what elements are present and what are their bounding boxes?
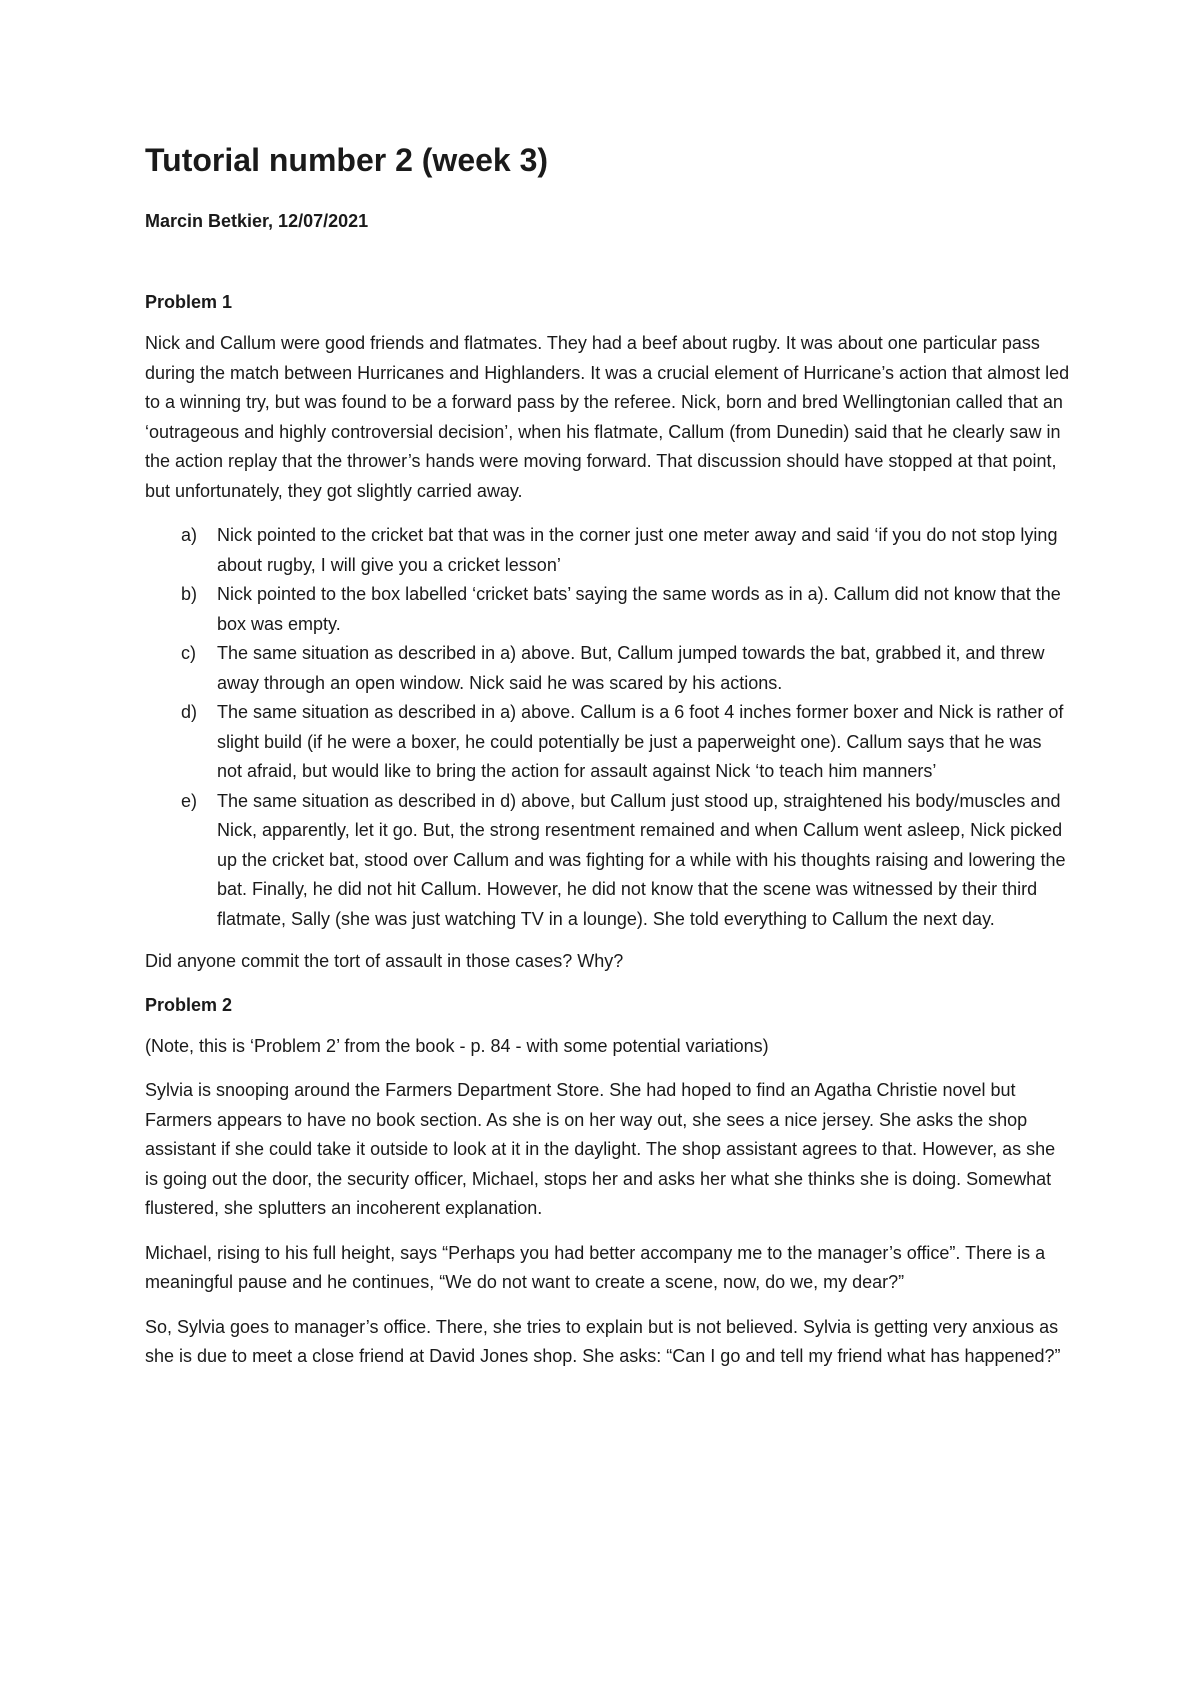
problem-2-paragraph-2: Michael, rising to his full height, says “Perhaps you had better accompany me to the manager’s office”. There is a meaningful pause and he continues, “We do not want to create a scene, now, do we, my dear?” <box>145 1242 1046 1292</box>
problem-2-note: (Note, this is ‘Problem 2’ from the book - p. 84 - with some potential variations) <box>145 1035 769 1056</box>
document-page <box>145 140 1070 1387</box>
scenario-item <box>145 787 1070 935</box>
scenario-marker: d) <box>181 702 198 722</box>
scenario-marker: a) <box>181 525 198 545</box>
problem-2-heading: Problem 2 <box>145 994 233 1015</box>
scenario-text: Nick pointed to the box labelled ‘cricket bats’ saying the same words as in a). Callum did not know that the box was empty. <box>217 584 1061 634</box>
scenario-marker: c) <box>181 643 196 663</box>
scenario-marker: b) <box>181 584 198 604</box>
scenario-text: The same situation as described in a) above. Callum is a 6 foot 4 inches former boxer and Nick is rather of slight build (if he were a boxer, he could potentially be just a paperweight one). Callum says that he was not afraid, but would like to bring the action for assault against Nick ‘to teach him manners’ <box>217 702 1064 781</box>
document-title: Tutorial number 2 (week 3) <box>145 142 549 178</box>
scenario-text: Nick pointed to the cricket bat that was in the corner just one meter away and said ‘if you do not stop lying about rugby, I will give you a cricket lesson’ <box>217 525 1058 575</box>
problem-1-scenarios <box>145 521 1070 934</box>
scenario-item <box>145 521 1070 580</box>
problem-2-paragraph-1: Sylvia is snooping around the Farmers Department Store. She had hoped to find an Agatha Christie novel but Farmers appears to have no book section. As she is on her way out, she sees a nice jersey. She asks the shop assistant if she could take it outside to look at it in the daylight. The shop assistant agrees to that. However, as she is going out the door, the security officer, Michael, stops her and asks her what she thinks she is doing. Somewhat flustered, she splutters an incoherent explanation. <box>145 1080 1056 1218</box>
scenario-item <box>145 698 1070 787</box>
scenario-text: The same situation as described in d) above, but Callum just stood up, straightened his body/muscles and Nick, apparently, let it go. But, the strong resentment remained and when Callum went asleep, Nick picked up the cricket bat, stood over Callum and was fighting for a while with his thoughts raising and lowering the bat. Finally, he did not hit Callum. However, he did not know that the scene was witnessed by their third flatmate, Sally (she was just watching TV in a lounge). She told everything to Callum the next day. <box>217 790 1066 929</box>
problem-2-paragraph-3: So, Sylvia goes to manager’s office. There, she tries to explain but is not believed. Sylvia is getting very anxious as she is due to meet a close friend at David Jones shop. She asks: “Can I go and tell my friend what has happened?” <box>145 1316 1061 1366</box>
author-date: Marcin Betkier, 12/07/2021 <box>145 211 369 231</box>
problem-1-heading: Problem 1 <box>145 292 233 312</box>
scenario-item <box>145 639 1070 698</box>
scenario-item <box>145 580 1070 639</box>
problem-1-intro: Nick and Callum were good friends and flatmates. They had a beef about rugby. It was about one particular pass during the match between Hurricanes and Highlanders. It was a crucial element of Hurricane’s action that almost led to a winning try, but was found to be a forward pass by the referee. Nick, born and bred Wellingtonian called that an ‘outrageous and highly controversial decision’, when his flatmate, Callum (from Dunedin) said that he clearly saw in the action replay that the thrower’s hands were moving forward. That discussion should have stopped at that point, but unfortunately, they got slightly carried away. <box>145 333 1070 501</box>
scenario-marker: e) <box>181 790 198 811</box>
scenario-text: The same situation as described in a) above. But, Callum jumped towards the bat, grabbed it, and threw away through an open window. Nick said he was scared by his actions. <box>217 643 1045 693</box>
problem-1-question: Did anyone commit the tort of assault in those cases? Why? <box>145 951 624 971</box>
